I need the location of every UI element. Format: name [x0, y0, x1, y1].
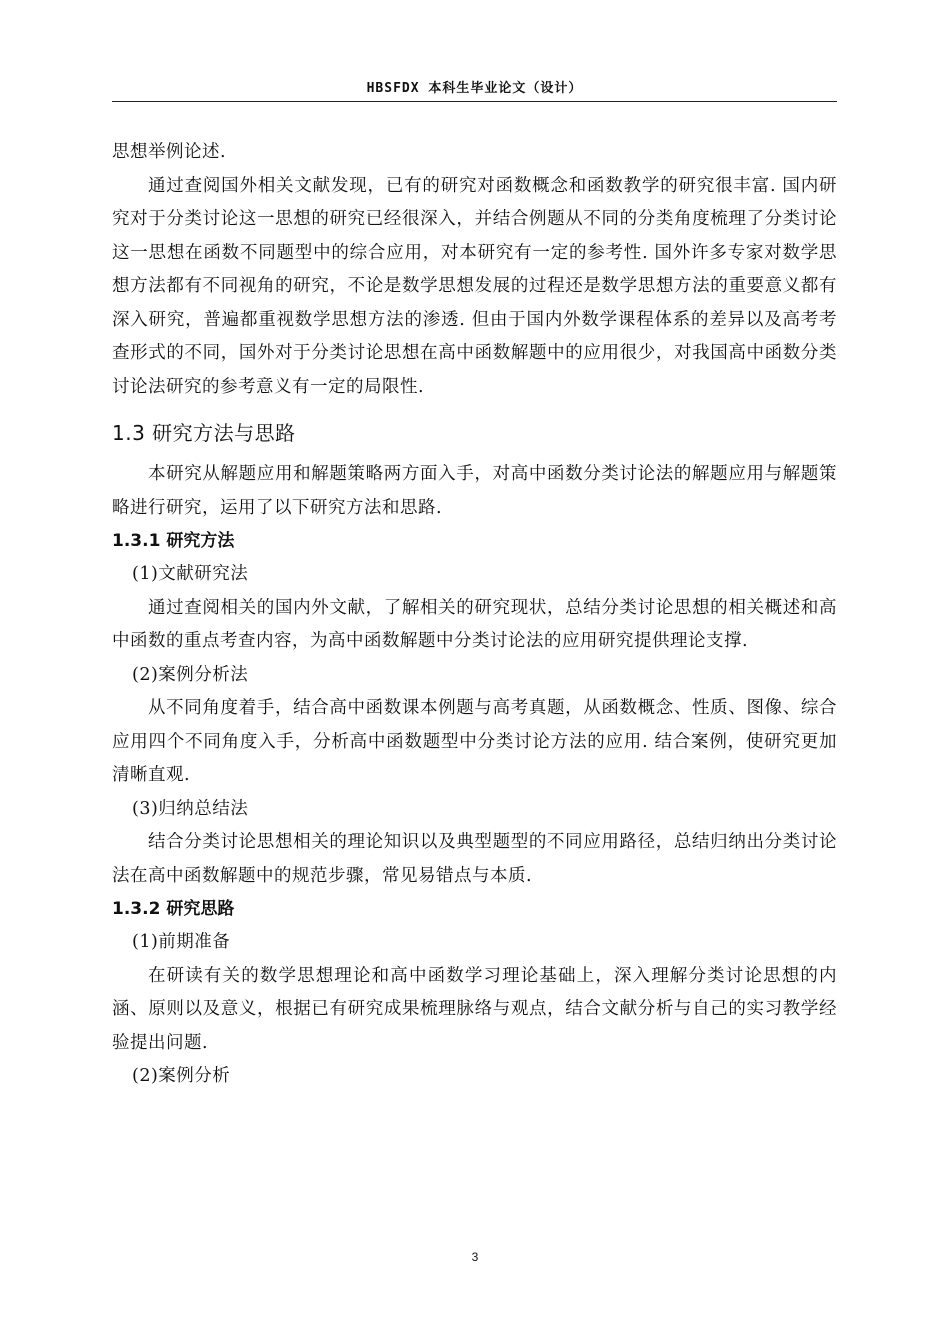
- method-2-text: 从不同角度着手，结合高中函数课本例题与高考真题，从函数概念、性质、图像、综合应用四个不同角度入手，分析高中函数题型中分类讨论方法的应用. 结合案例，使研究更加清晰直观.: [112, 698, 837, 785]
- method-3-text: 结合分类讨论思想相关的理论知识以及典型题型的不同应用路径，总结归纳出分类讨论法在高中函数解题中的规范步骤，常见易错点与本质.: [112, 832, 837, 886]
- step-2-label: (2)案例分析: [132, 1066, 231, 1086]
- header-divider: [112, 101, 837, 102]
- page-number: 3: [471, 1250, 479, 1264]
- method-2-label: (2)案例分析法: [132, 664, 249, 685]
- method-3-label: (3)归纳总结法: [132, 798, 249, 819]
- document-body: [112, 136, 837, 1094]
- paragraph-continued: 思想举例论述.: [112, 142, 227, 162]
- step-1-label: (1)前期准备: [132, 932, 231, 952]
- step-1-text: 在研读有关的数学思想理论和高中函数学习理论基础上，深入理解分类讨论思想的内涵、原则以及意义，根据已有研究成果梳理脉络与观点，结合文献分析与自己的实习教学经验提出问题.: [112, 965, 837, 1053]
- paragraph-foreign-literature: 通过查阅国外相关文献发现，已有的研究对函数概念和函数教学的研究很丰富. 国内研究对于分类讨论这一思想的研究已经很深入，并结合例题从不同的分类角度梳理了分类讨论这一思想在函数不同题型中的综合应用，对本研究有一定的参考性. 国外许多专家对数学思想方法都有不同视角的研究，不论是数学思想发展的过程还是数学思想方法的重要意义都有深入研究，普遍都重视数学思想方法的渗透. 但由于国内外数学课程体系的差异以及高考考查形式的不同，国外对于分类讨论思想在高中函数解题中的应用很少，对我国高中函数分类讨论法研究的参考意义有一定的局限性.: [112, 175, 837, 397]
- subsection-heading-1-3-2: 1.3.2 研究思路: [112, 899, 235, 919]
- method-1-text: 通过查阅相关的国内外文献，了解相关的研究现状，总结分类讨论思想的相关概述和高中函数的重点考查内容，为高中函数解题中分类讨论法的应用研究提供理论支撑.: [112, 597, 837, 651]
- method-1-label: (1)文献研究法: [132, 564, 249, 584]
- page-header: HBSFDX 本科生毕业论文（设计）: [366, 81, 583, 96]
- subsection-heading-1-3-1: 1.3.1 研究方法: [112, 531, 235, 551]
- paragraph-research-intro: 本研究从解题应用和解题策略两方面入手，对高中函数分类讨论法的解题应用与解题策略进行研究，运用了以下研究方法和思路.: [112, 464, 837, 518]
- section-heading-1-3: 1.3 研究方法与思路: [112, 421, 296, 445]
